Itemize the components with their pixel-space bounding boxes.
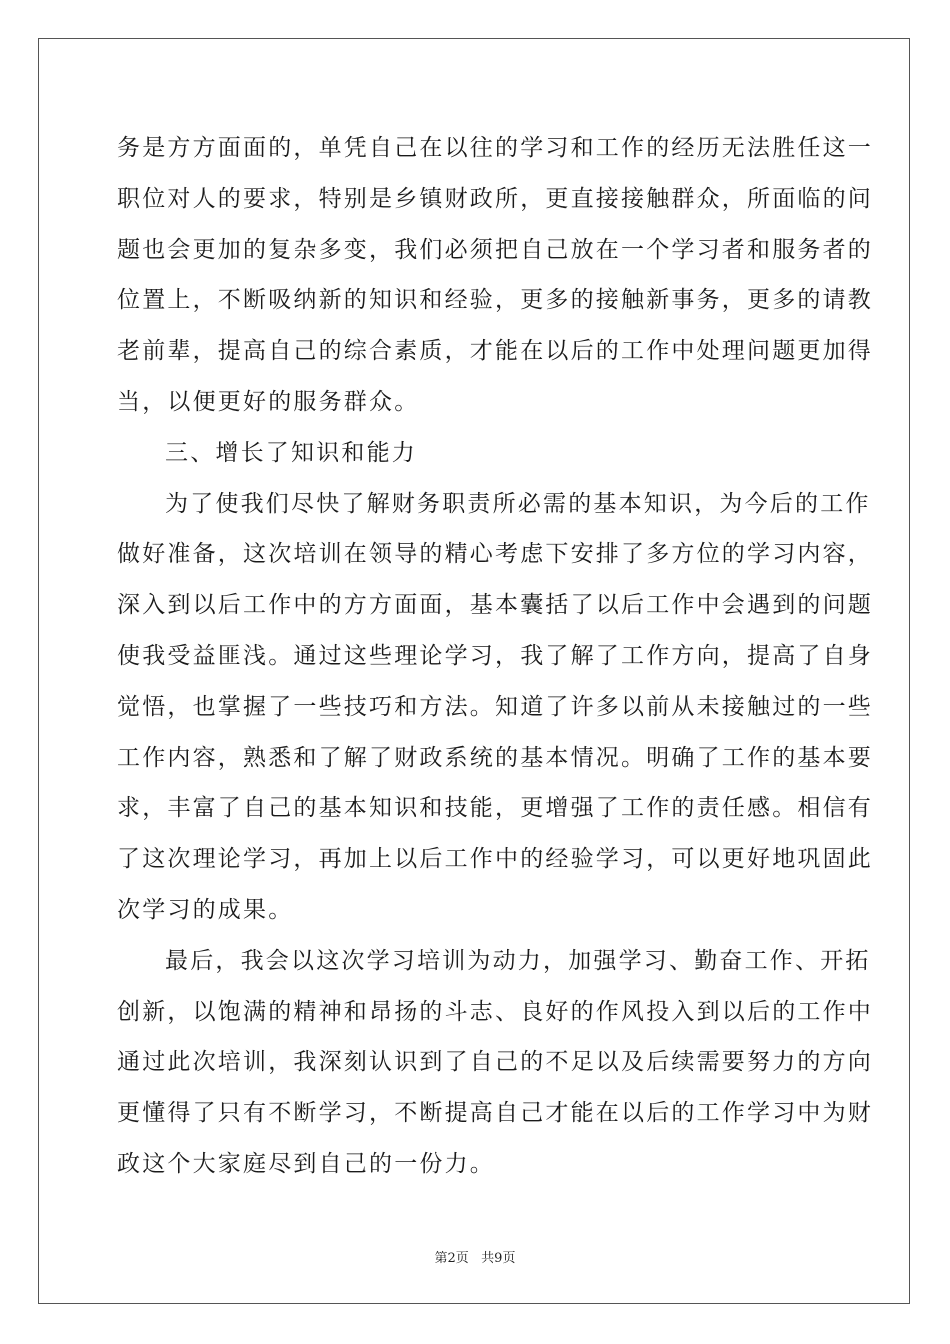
text-line: 务是方方面面的，单凭自己在以往的学习和工作的经历无法胜任这一 [117,135,873,161]
text-line: 题也会更加的复杂多变，我们必须把自己放在一个学习者和服务者的 [117,236,873,263]
document-body [117,123,873,1190]
text-line: 创新，以饱满的精神和昂扬的斗志、良好的作风投入到以后的工作中 [117,998,873,1025]
text-line: 求，丰富了自己的基本知识和技能，更增强了工作的责任感。相信有 [117,795,873,822]
text-line: 老前辈，提高自己的综合素质，才能在以后的工作中处理问题更加得 [117,338,873,365]
text-line: 更懂得了只有不断学习，不断提高自己才能在以后的工作学习中为财 [117,1100,873,1127]
text-line: 了这次理论学习，再加上以后工作中的经验学习，可以更好地巩固此 [117,846,873,873]
text-line: 为了使我们尽快了解财务职责所必需的基本知识，为今后的工作 [165,490,871,517]
text-line: 通过此次培训，我深刻认识到了自己的不足以及后续需要努力的方向 [117,1049,873,1076]
page-number: 第2页 共9页 [434,1251,516,1266]
text-line: 使我受益匪浅。通过这些理论学习，我了解了工作方向，提高了自身 [117,642,873,669]
text-line: 政这个大家庭尽到自己的一份力。 [117,1150,495,1177]
text-line: 深入到以后工作中的方方面面，基本囊括了以后工作中会遇到的问题 [117,592,873,619]
text-line: 当，以便更好的服务群众。 [117,388,420,415]
page-footer [0,1247,950,1266]
text-line: 职位对人的要求，特别是乡镇财政所，更直接接触群众，所面临的问 [117,185,873,212]
text-line: 工作内容，熟悉和了解了财政系统的基本情况。明确了工作的基本要 [117,744,873,771]
section-heading: 三、增长了知识和能力 [165,439,417,466]
text-line: 位置上，不断吸纳新的知识和经验，更多的接触新事务，更多的请教 [117,287,873,314]
text-line: 觉悟，也掌握了一些技巧和方法。知道了许多以前从未接触过的一些 [117,693,873,720]
text-line: 次学习的成果。 [117,896,294,923]
text-line: 最后，我会以这次学习培训为动力，加强学习、勤奋工作、开拓 [165,947,871,974]
text-line: 做好准备，这次培训在领导的精心考虑下安排了多方位的学习内容， [117,541,873,568]
